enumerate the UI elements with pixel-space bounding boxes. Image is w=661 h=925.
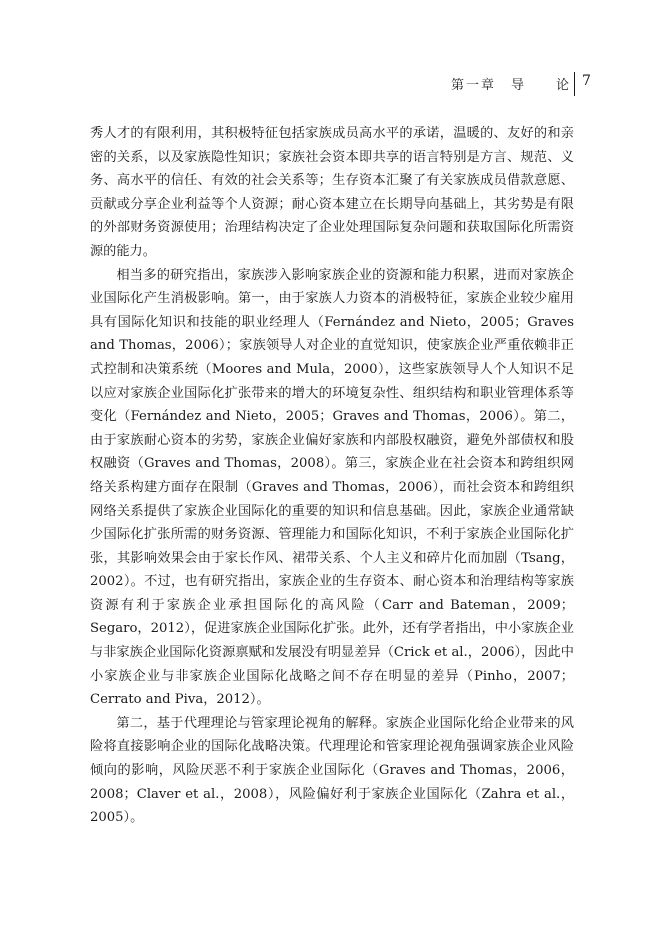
chapter-title: 第一章 导 论 (450, 78, 571, 93)
body-text (90, 122, 574, 830)
paragraph-3: 第二，基于代理理论与管家理论视角的解释。家族企业国际化给企业带来的风险将直接影响企业的国际化战略决策。代理理论和管家理论视角强调家族企业风险倾向的影响，风险厌恶不利于家族企业国际化（Graves and Thomas，2006，2008；Claver et al.，2008），风险偏好利于家族企业国际化（Zahra et al.，2005）。 (90, 715, 574, 826)
header-divider (574, 72, 575, 96)
page-number: 7 (582, 73, 591, 89)
paragraph-1: 秀人才的有限利用，其积极特征包括家族成员高水平的承诺，温暖的、友好的和亲密的关系，以及家族隐性知识；家族社会资本即共享的语言特别是方言、规范、义务、高水平的信任、有效的社会关系等；生存资本汇聚了有关家族成员借款意愿、贡献或分享企业利益等个人资源；耐心资本建立在长期导向基础上，其劣势是有限的外部财务资源使用；治理结构决定了企业处理国际复杂问题和获取国际化所需资源的能力。 (90, 126, 574, 259)
running-header (0, 72, 661, 96)
paragraph-2: 相当多的研究指出，家族涉入影响家族企业的资源和能力积累，进而对家族企业国际化产生消极影响。第一，由于家族人力资本的消极特征，家族企业较少雇用具有国际化知识和技能的职业经理人（Fernández and Nieto，2005；Graves and Thomas，2006）；家族领导人对企业的直觉知识，使家族企业严重依赖非正式控制和决策系统（Moores and Mula，2000），这些家族领导人个人知识不足以应对家族企业国际化扩张带来的增大的环境复杂性、组织结构和职业管理体系等变化（Fernández and Nieto，2005；Graves and Thomas，2006）。第二，由于家族耐心资本的劣势，家族企业偏好家族和内部股权融资，避免外部债权和股权融资（Graves and Thomas，2008）。第三，家族企业在社会资本和跨组织网络关系构建方面存在限制（Graves and Thomas，2006），而社会资本和跨组织网络关系提供了家族企业国际化的重要的知识和信息基础。因此，家族企业通常缺少国际化扩张所需的财务资源、管理能力和国际化知识，不利于家族企业国际化扩张，其影响效果会由于家长作风、裙带关系、个人主义和碎片化而加剧（Tsang，2002）。不过，也有研究指出，家族企业的生存资本、耐心资本和治理结构等家族资源有利于家族企业承担国际化的高风险（Carr and Bateman，2009；Segaro，2012），促进家族企业国际化扩张。此外，还有学者指出，中小家族企业与非家族企业国际化资源禀赋和发展没有明显差异（Crick et al.，2006），因此中小家族企业与非家族企业国际化战略之间不存在明显的差异（Pinho，2007；Cerrato and Piva，2012）。 (90, 267, 574, 708)
